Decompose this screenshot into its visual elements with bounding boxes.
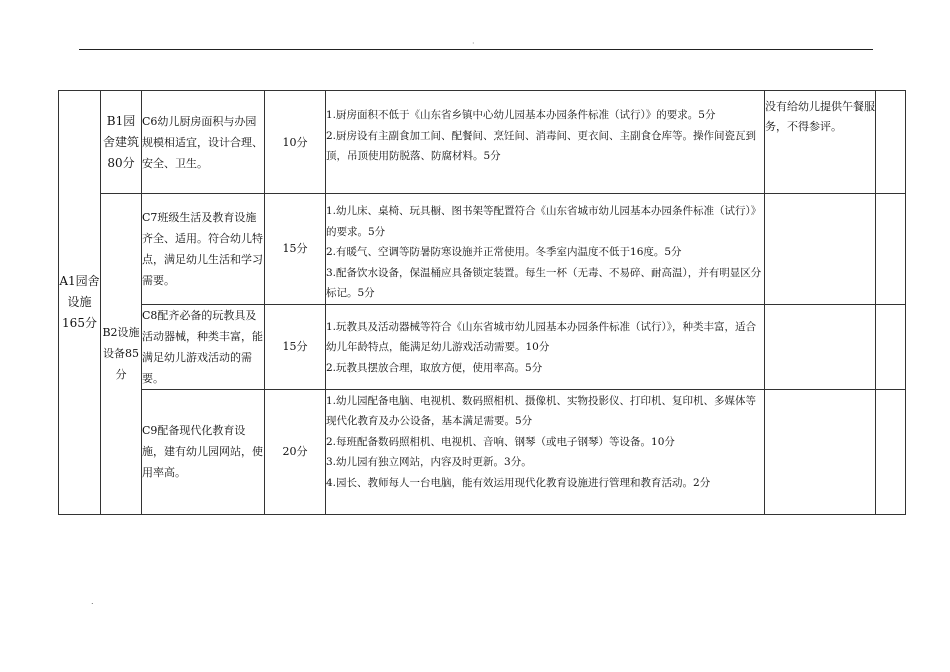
evaluation-table [58, 90, 906, 515]
score-cell: 15分 [265, 194, 326, 305]
category-b2-label: B2设施设备85分 [102, 326, 140, 382]
content-text: C9配备现代化教育设施，建有幼儿园网站，使用率高。 [142, 424, 263, 479]
criteria-item: 2.有暖气、空调等防暑防寒设施并正常使用。冬季室内温度不低于16度。5分 [326, 246, 682, 258]
content-cell [142, 389, 265, 514]
category-b1-label: B1园舍建筑80分 [102, 113, 139, 170]
category-a1-label: A1园舍设施165分 [59, 273, 100, 330]
criteria-item: 2.厨房设有主副食加工间、配餐间、烹饪间、消毒间、更衣间、主副食仓库等。操作间瓷瓦到顶，吊顶使用防脱落、防腐材料。5分 [326, 129, 757, 162]
category-a1-cell [59, 91, 101, 515]
table-row [59, 194, 906, 305]
empty-cell [876, 194, 906, 305]
criteria-item: 3.幼儿园有独立网站，内容及时更新。3分。 [326, 456, 532, 468]
category-b1-cell [101, 91, 142, 194]
category-b2-cell [101, 194, 142, 515]
criteria-cell [326, 91, 765, 194]
criteria-item: 2.玩教具摆放合理，取放方便，使用率高。5分 [326, 361, 543, 374]
header-mark: · [472, 39, 475, 48]
table-row [59, 91, 906, 194]
score-cell: 20分 [265, 389, 326, 514]
criteria-item: 1.幼儿床、桌椅、玩具橱、图书架等配置符合《山东省城市幼儿园基本办园条件标准（试行）》的要求。5分 [326, 205, 762, 238]
criteria-item: 3.配备饮水设备，保温桶应具备锁定装置。每生一杯（无毒、不易碎、耐高温），并有明显区分标记。5分 [326, 266, 762, 299]
content-cell [142, 194, 265, 305]
criteria-cell [326, 194, 765, 305]
score-cell: 15分 [265, 304, 326, 389]
criteria-cell [326, 389, 765, 514]
note-cell [765, 304, 876, 389]
empty-cell [876, 304, 906, 389]
content-text: C6幼儿厨房面积与办园规模相适宜，设计合理、安全、卫生。 [142, 114, 263, 170]
criteria-item: 2.每班配备数码照相机、电视机、音响、钢琴（或电子钢琴）等设备。10分 [326, 435, 675, 448]
empty-cell [876, 389, 906, 514]
table-row [59, 304, 906, 389]
note-cell [765, 194, 876, 305]
content-cell [142, 304, 265, 389]
content-text: C7班级生活及教育设施齐全、适用。符合幼儿特点，满足幼儿生活和学习需要。 [142, 210, 263, 287]
note-text: 没有给幼儿提供午餐服务，不得参评。 [765, 100, 875, 133]
note-cell [765, 389, 876, 514]
criteria-item: 1.玩教具及活动器械等符合《山东省城市幼儿园基本办园条件标准（试行）》，种类丰富，适合幼儿年龄特点，能满足幼儿游戏活动需要。10分 [326, 320, 757, 353]
criteria-item: 1.厨房面积不低于《山东省乡镇中心幼儿园基本办园条件标准（试行）》的要求。5分 [326, 109, 716, 121]
score-cell: 10分 [265, 91, 326, 194]
criteria-item: 1.幼儿园配备电脑、电视机、数码照相机、摄像机、实物投影仪、打印机、复印机、多媒体等现代化教育及办公设备，基本满足需要。5分 [326, 394, 757, 427]
footer-mark: . [91, 597, 94, 606]
criteria-cell [326, 304, 765, 389]
table-row [59, 389, 906, 514]
criteria-item: 4.园长、教师每人一台电脑，能有效运用现代化教育设施进行管理和教育活动。2分 [326, 476, 711, 489]
content-text: C8配齐必备的玩教具及活动器械，种类丰富，能满足幼儿游戏活动的需要。 [142, 308, 263, 385]
note-cell [765, 91, 876, 194]
content-cell [142, 91, 265, 194]
header-rule [79, 49, 873, 50]
empty-cell [876, 91, 906, 194]
